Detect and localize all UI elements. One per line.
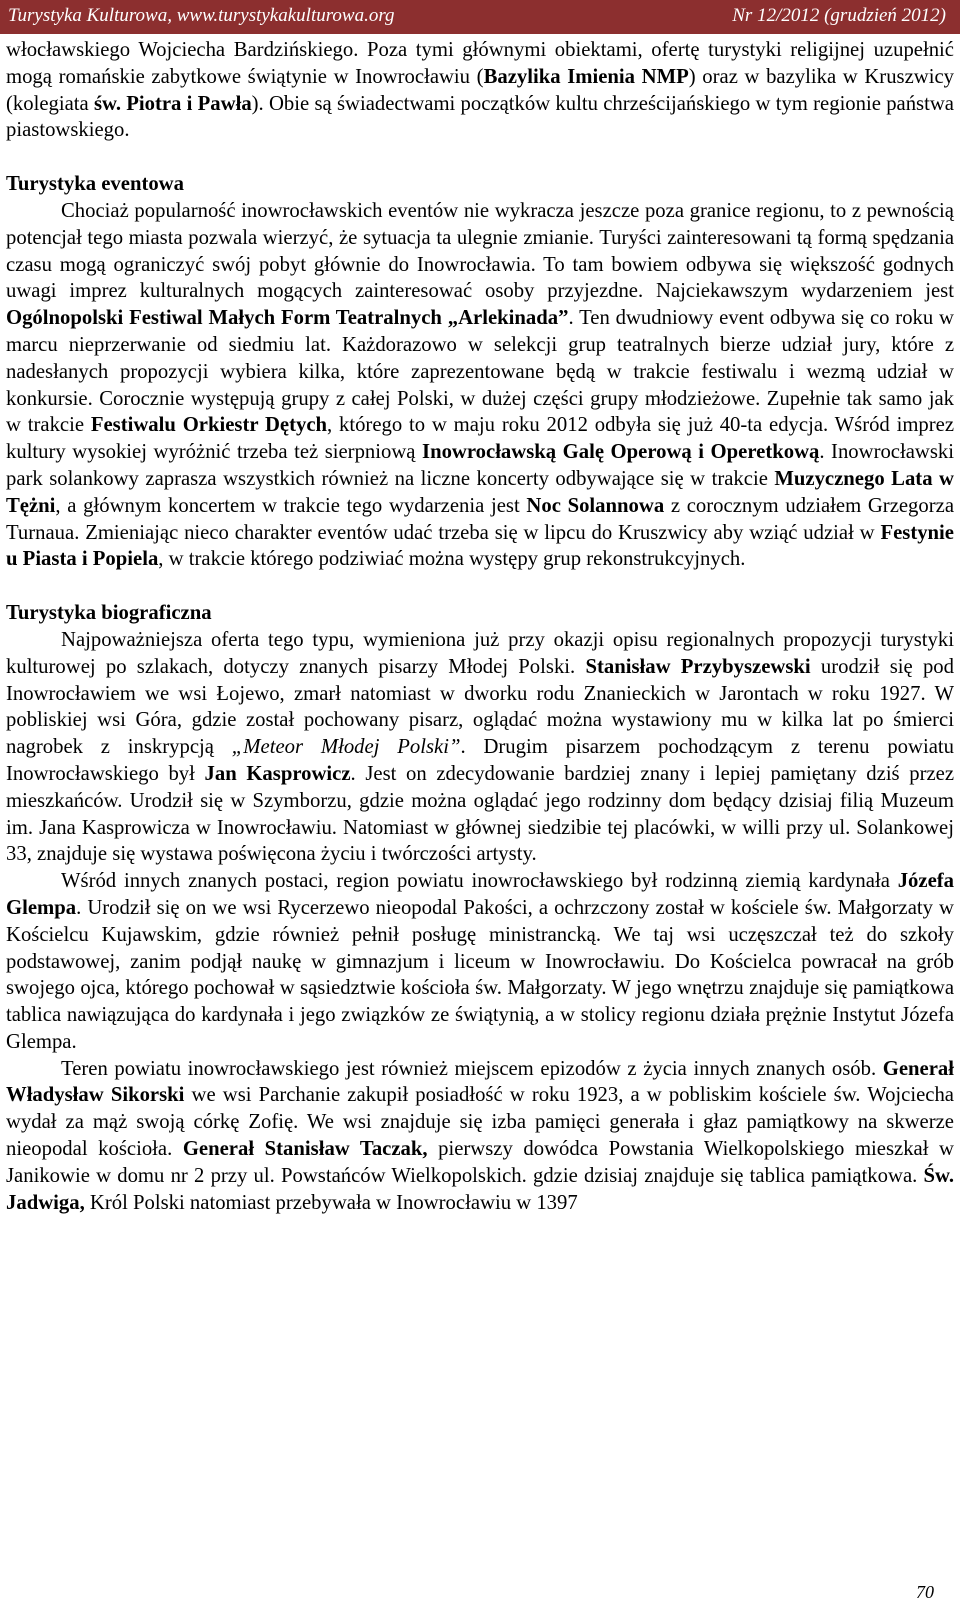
header-issue: Nr 12/2012 (grudzień 2012) bbox=[732, 5, 946, 26]
kolegiata-name: św. Piotra i Pawła bbox=[93, 92, 252, 115]
intro-paragraph: włocławskiego Wojciecha Bardzińskiego. Poza tymi głównymi obiektami, ofertę turystyki religijnej uzupełnić mogą romańskie zabytkowe świątynie w Inowrocławiu (Bazylika Imienia NMP) oraz w bazylika w Kruszwicy (kolegiata św. Piotra i Pawła). Obie są świadectwami początków kultu chrześcijańskiego w tym regionie państwa piastowskiego. bbox=[6, 39, 954, 142]
noc-solannowa: Noc Solannowa bbox=[526, 494, 665, 517]
festyn-piasta: Festynie u Piasta i Popiela bbox=[6, 521, 954, 571]
kasprowicz-name: Jan Kasprowicz bbox=[204, 762, 351, 785]
biograficzna-paragraph-2: Wśród innych znanych postaci, region powiatu inowrocławskiego był rodzinną ziemią kardynała Józefa Glempa. Urodził się on we wsi Rycerzewo nieopodal Pakości, a ochrzczony został w kościele św. Małgorzaty w Kościelcu Kujawskim, gdzie również pełnił posługę ministrancką. We taj wsi uczęszczał też do szkoły podstawowej, zanim podjął naukę w gimnazjum i liceum w Inowrocławiu. Do Kościelca powracał na grób swojego ojca, którego pochował w sąsiedztwie kościoła św. Małgorzaty. W jego wnętrzu znajduje się pamiątkowa tablica nawiązująca do kardynała i jego związków ze świątynią, a w stolicy regionu działa prężnie Instytut Józefa Glempa. bbox=[6, 870, 954, 1053]
inscription-quote: „Meteor Młodej Polski” bbox=[231, 736, 461, 759]
muzyczne-lato: Muzycznego Lata w Tężni bbox=[6, 467, 954, 517]
glemp-name: Józefa Glempa bbox=[6, 870, 954, 919]
taczak-name: Generał Stanisław Taczak, bbox=[182, 1138, 428, 1161]
eventowa-paragraph: Chociaż popularność inowrocławskich eventów nie wykracza jeszcze poza granice regionu, to z pewnością potencjał tego miasta pozwala wierzyć, że sytuacja ta ulegnie zmianie. Turyści zainteresowani tą formą spędzania czasu mogą ograniczyć swój pobyt głównie do Inowrocławia. To tam bowiem odbywa się większość godnych uwagi imprez kulturalnych mogących zainteresować osoby przyjezdne. Najciekawszym wydarzeniem jest Ogólnopolski Festiwal Małych Form Teatralnych „Arlekinada”. Ten dwudniowy event odbywa się co roku w marcu nieprzerwanie od siedmiu lat. Każdorazowo w selekcji grup teatralnych bierze udział jury, które z nadesłanych propozycji wybiera kilka, które zaprezentowane będą w trakcie festiwalu i wezmą udział w konkursie. Corocznie występują grupy z całej Polski, w dużej części grupy młodzieżowe. Zupełnie tak samo jak w trakcie Festiwalu Orkiestr Dętych, którego to w maju roku 2012 odbyła się już 40-ta edycja. Wśród imprez kultury wysokiej wyróżnić trzeba też sierpniową Inowrocławską Galę Operową i Operetkową. Inowrocławski park solankowy zaprasza wszystkich również na liczne koncerty odbywające się w trakcie Muzycznego Lata w Tężni, a głównym koncertem w trakcie tego wydarzenia jest Noc Solannowa z corocznym udziałem Grzegorza Turnaua. Zmieniając nieco charakter eventów udać trzeba się w lipcu do Kruszwicy aby wziąć udział w Festynie u Piasta i Popiela, w trakcie którego podziwiać można występy grup rekonstrukcyjnych. bbox=[6, 199, 955, 571]
jadwiga-name: Św. Jadwiga, bbox=[6, 1164, 954, 1214]
article-body bbox=[6, 37, 954, 1216]
sikorski-name: Generał Władysław Sikorski bbox=[6, 1057, 954, 1107]
przybyszewski-name: Stanisław Przybyszewski bbox=[585, 655, 811, 678]
arlekinada-festival: Ogólnopolski Festiwal Małych Form Teatralnych „Arlekinada” bbox=[6, 307, 569, 330]
page-number: 70 bbox=[916, 1582, 934, 1602]
opera-gala: Inowrocławską Galę Operową i Operetkową bbox=[422, 441, 820, 464]
section-heading-biograficzna: Turystyka biograficzna bbox=[6, 602, 212, 625]
section-heading-eventowa: Turystyka eventowa bbox=[6, 173, 184, 196]
biograficzna-paragraph-3: Teren powiatu inowrocławskiego jest również miejscem epizodów z życia innych znanych osób. Generał Władysław Sikorski we wsi Parchanie zakupił posiadłość w roku 1923, a w pobliskim kościele św. Wojciecha wydał za mąż swoją córkę Zofię. We wsi znajduje się izba pamięci generała i głaz pamiątkowy na skwerze nieopodal kościoła. Generał Stanisław Taczak, pierwszy dowódca Powstania Wielkopolskiego mieszkał w Janikowie w domu nr 2 przy ul. Powstańców Wielkopolskich. gdzie dzisiaj znajduje się tablica pamiątkowa. Św. Jadwiga, Król Polski natomiast przebywała w Inowrocławiu w 1397 bbox=[6, 1057, 954, 1214]
page-header bbox=[0, 0, 960, 34]
biograficzna-paragraph-1: Najpoważniejsza oferta tego typu, wymieniona już przy okazji opisu regionalnych propozycji turystyki kulturowej po szlakach, dotyczy znanych pisarzy Młodej Polski. Stanisław Przybyszewski urodził się pod Inowrocławiem we wsi Łojewo, zmarł natomiast w dworku rodu Znanieckich w Jarontach w roku 1927. W pobliskiej wsi Góra, gdzie został pochowany pisarz, oglądać można wystawiony mu w kilka lat po śmierci nagrobek z inskrypcją „Meteor Młodej Polski”. Drugim pisarzem pochodzącym z terenu powiatu Inowrocławskiego był Jan Kasprowicz. Jest on zdecydowanie bardziej znany i lepiej pamiętany dziś przez mieszkańców. Urodził się w Szymborzu, gdzie można oglądać jego rodzinny dom będący dzisiaj filią Muzeum im. Jana Kasprowicza w Inowrocławiu. Natomiast w głównej siedzibie tej placówki, w willi przy ul. Solankowej 33, znajduje się wystawa poświęcona życiu i twórczości artysty. bbox=[6, 628, 955, 866]
bazylika-nmp: Bazylika Imienia NMP bbox=[483, 65, 689, 88]
header-journal-title: Turystyka Kulturowa, www.turystykakulturowa.org bbox=[8, 5, 395, 26]
orkiestr-festival: Festiwalu Orkiestr Dętych bbox=[90, 414, 328, 437]
